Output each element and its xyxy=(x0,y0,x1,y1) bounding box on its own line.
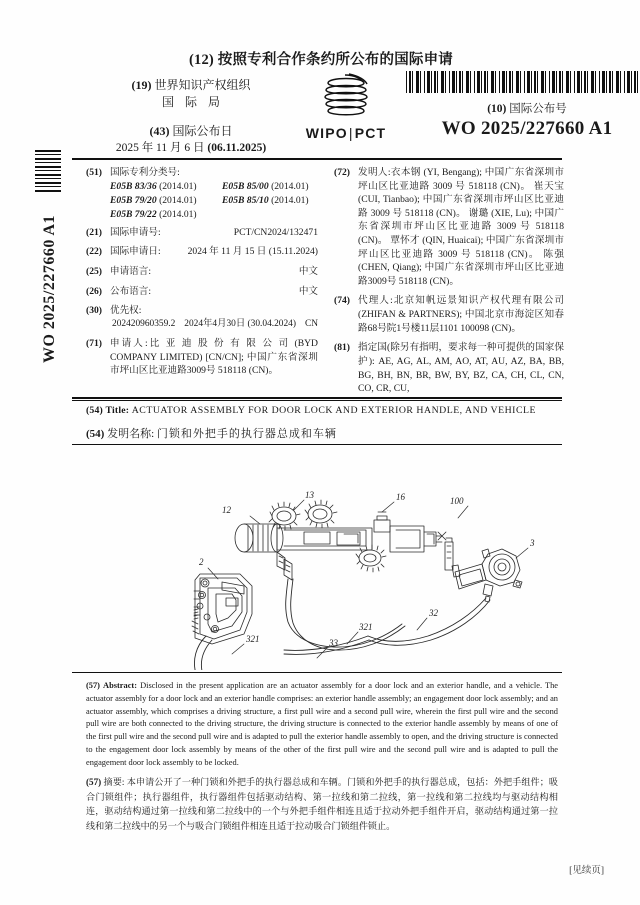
divider-above-title xyxy=(72,397,562,399)
title-chinese xyxy=(86,425,564,441)
spine-barcode-icon xyxy=(35,150,61,194)
pubno-value: WO 2025/227660 A1 xyxy=(441,118,613,139)
priority-date: 2024年4月30日 (30.04.2024) xyxy=(184,318,296,329)
pubdate-code: (43) xyxy=(149,123,170,138)
abstract-chinese xyxy=(86,775,558,834)
abstract-en-code: (57) xyxy=(86,681,100,690)
title-en-label: Title: xyxy=(105,405,130,416)
field-appdate-code: (22) xyxy=(86,246,102,258)
biblio-right-column xyxy=(334,166,564,402)
divider-above-title-thin xyxy=(72,400,562,401)
field-appno-label: 国际申请号: xyxy=(110,226,161,238)
pct-text: PCT xyxy=(354,125,387,141)
title-en-code: (54) xyxy=(86,405,103,416)
figure-label-16: 16 xyxy=(396,492,405,502)
priority-country: CN xyxy=(304,318,318,329)
abstract-english xyxy=(86,680,558,769)
org-name: 世界知识产权组织 xyxy=(154,78,251,92)
figure-label-321b: 321 xyxy=(246,634,260,644)
figure-label-321a: 321 xyxy=(359,622,373,632)
spine-publication-number: WO 2025/227660 A1 xyxy=(41,214,58,364)
field-applicant-text: 比 亚 迪 股 份 有 限 公 司 (BYD COMPANY LIMITED) [CN/CN]; 中国广东省深圳市坪山区比亚迪路3009号 518118 (CN)。 xyxy=(110,338,318,377)
pubno-code: (10) xyxy=(487,103,507,115)
divider-above-biblio xyxy=(72,158,562,160)
ipc-symbol: E05B 79/22 xyxy=(110,209,157,221)
field-agent-code: (74) xyxy=(334,295,350,307)
patent-figure xyxy=(72,446,562,670)
ipc-version: (2014.01) xyxy=(159,209,197,221)
title-block xyxy=(86,405,564,441)
figure-label-13: 13 xyxy=(305,490,314,500)
field-priority-label: 优先权: xyxy=(110,305,142,317)
field-ipc xyxy=(86,166,318,223)
title-english xyxy=(86,405,564,416)
field-designated-label: 指定国(除另有指明，要求每一种可提供的国家保护): xyxy=(358,342,564,367)
field-ipc-label: 国际专利分类号: xyxy=(110,167,180,178)
field-applicant-label: 申请人: xyxy=(110,338,148,350)
figure-label-100: 100 xyxy=(450,496,464,506)
field-inventors-text: 衣本钢 (YI, Bengang); 中国广东省深圳市坪山区比亚迪路 3009 号 518118 (CN)。 崔天宝 (CUI, Tianbao); 中国广东省深圳市坪山区比亚迪路 3009 号 518118 (CN)。 谢璐 (XIE, Lu); 中国广东省深圳市坪山区比亚迪路 3009 号 518118 (CN)。 覃怀才 (QIN, Huaicai); 中国广东省深圳市坪山区比亚迪路 3009 号 518118 (CN)。 陈强 (CHEN, Qiang); 中国广东省深圳市坪山区比亚迪路3009号 518118 (CN)。 xyxy=(358,167,564,287)
abstract-cn-text: 本申请公开了一种门锁和外把手的执行器总成和车辆。门锁和外把手的执行器总成，包括：外把手组件；吸合门锁组件；执行器组件，执行器组件包括驱动结构、第一拉线和第二拉线，第一拉线和第二拉线均与驱动结构相连，驱动结构通过第一拉线和第二拉线中的一个与外把手组件相连且适于拉动外把手组件开启，驱动结构通过第一拉线和第二拉线中的另一个与吸合门锁组件相连且适于拉动吸合门锁组件锁止。 xyxy=(86,777,558,832)
field-agent-text: 北京知帆远景知识产权代理有限公司 (ZHIFAN & PARTNERS); 中国北京市海淀区知春路68号院1号楼11层1101 100098 (CN)。 xyxy=(358,295,565,334)
field-designated-states xyxy=(334,341,564,395)
pubno-label: 国际公布号 xyxy=(509,103,567,115)
ipc-symbol: E05B 83/36 xyxy=(110,180,157,192)
header-line-12 xyxy=(86,48,556,69)
ipc-version: (2014.01) xyxy=(271,195,309,206)
title-en-value: ACTUATOR ASSEMBLY FOR DOOR LOCK AND EXTERIOR HANDLE, AND VEHICLE xyxy=(131,405,536,416)
wipo-globe-icon xyxy=(315,73,377,123)
ipc-version: (2014.01) xyxy=(271,180,309,192)
org-bureau: 国 际 局 xyxy=(161,95,224,110)
title-cn-code: (54) xyxy=(86,428,105,440)
pubdate-label: 国际公布日 xyxy=(172,123,233,138)
header-code-12: (12) xyxy=(189,52,214,68)
abstract-cn-code: (57) xyxy=(86,777,102,787)
field-agent-label: 代理人: xyxy=(358,295,393,307)
field-appno-code: (21) xyxy=(86,226,102,238)
wipo-org-block xyxy=(96,77,286,157)
figure-label-32: 32 xyxy=(429,608,438,618)
field-ipc-code: (51) xyxy=(86,167,102,178)
abstract-en-text: Disclosed in the present application are an actuator assembly for a door lock and an exterior handle, and a vehicle. The actuator assembly for a door lock and an exterior handle comprises: an exterior handle assembly; an engagement door lock assembly; and an actuator assembly, which comprises a driving structure, a first pull wire and a second pull wire, wherein the first pull wire and the second pull wire are both connected to the driving structure, the driving structure is connected to the exterior handle assembly by means of one of the first pull wire and the second pull wire and is adapted to pull the exterior handle assembly to open, and the driving structure is connected to the engagement door lock assembly by means of the other of the first pull wire and the second pull wire and is adapted to pull the engagement door lock assembly to be locked. xyxy=(86,681,558,767)
org-code: (19) xyxy=(131,78,152,92)
field-appdate-value: 2024 年 11 月 15 日 (15.11.2024) xyxy=(187,246,318,258)
field-priority-code: (30) xyxy=(86,305,102,317)
header-line-12-text: 按照专利合作条约所公布的国际申请 xyxy=(217,52,453,68)
field-applicant xyxy=(86,337,318,378)
field-inventors-label: 发明人: xyxy=(358,167,391,178)
ipc-row xyxy=(110,194,334,208)
divider-above-figure xyxy=(72,444,562,445)
wipo-text: WIPO xyxy=(305,125,348,141)
field-pub-lang-label: 公布语言: xyxy=(110,285,152,297)
figure-label-33: 33 xyxy=(329,638,338,648)
title-cn-label: 发明名称: xyxy=(107,428,155,440)
abstract-en-label: Abstract: xyxy=(103,681,138,690)
field-pub-lang-value: 中文 xyxy=(298,285,318,297)
page-header xyxy=(86,48,613,155)
figure-label-3: 3 xyxy=(530,538,535,548)
field-publication-language xyxy=(86,285,318,299)
field-applicant-code: (71) xyxy=(86,338,102,350)
field-filing-lang-value: 中文 xyxy=(298,266,318,277)
footer-continuation-note: [见续页] xyxy=(569,866,604,876)
ipc-row xyxy=(110,208,334,222)
figure-label-12: 12 xyxy=(222,505,231,515)
publication-number-block xyxy=(404,71,640,140)
field-pub-lang-code: (26) xyxy=(86,285,102,297)
left-spine xyxy=(26,150,72,890)
field-designated-code: (81) xyxy=(334,342,350,354)
field-appno-value: PCT/CN2024/132471 xyxy=(233,226,318,238)
ipc-version: (2014.01) xyxy=(159,195,197,206)
field-filing-lang-label: 申请语言: xyxy=(110,266,152,277)
field-designated-text: AE, AG, AL, AM, AO, AT, AU, AZ, BA, BB, BG, BH, BN, BR, BW, BY, BZ, CA, CH, CL, CN, CO, CR, CU, xyxy=(358,355,564,395)
abstract-cn-label: 摘要: xyxy=(103,777,125,787)
field-application-date xyxy=(86,245,318,259)
wipo-wordmark xyxy=(292,125,400,141)
field-filing-lang-code: (25) xyxy=(86,266,102,277)
ipc-symbol: E05B 85/10 xyxy=(222,195,269,206)
ipc-symbol: E05B 85/00 xyxy=(222,180,269,192)
pubdate-value: 2025 年 11 月 6 日 xyxy=(115,142,205,155)
field-filing-language xyxy=(86,265,318,279)
field-inventors xyxy=(334,166,564,288)
figure-label-2: 2 xyxy=(199,557,204,567)
title-cn-value: 门锁和外把手的执行器总成和车辆 xyxy=(156,428,337,440)
pubdate-paren: (06.11.2025) xyxy=(207,142,267,155)
pubno-label-row xyxy=(404,100,640,116)
priority-row xyxy=(110,318,318,331)
publication-barcode-icon xyxy=(406,71,640,93)
ipc-row xyxy=(110,180,334,194)
wipo-separator: | xyxy=(348,125,354,141)
priority-number: 202420960359.2 xyxy=(112,318,176,329)
divider-above-abstract xyxy=(72,672,562,673)
wipo-logo xyxy=(292,73,400,141)
biblio-left-column xyxy=(86,166,318,384)
field-appdate-label: 国际申请日: xyxy=(110,246,161,258)
field-inventors-code: (72) xyxy=(334,167,350,178)
field-priority xyxy=(86,304,318,331)
field-application-number xyxy=(86,226,318,240)
ipc-symbol: E05B 79/20 xyxy=(110,195,157,206)
ipc-version: (2014.01) xyxy=(159,180,197,192)
bibliographic-data xyxy=(86,166,564,394)
field-agent xyxy=(334,294,564,335)
